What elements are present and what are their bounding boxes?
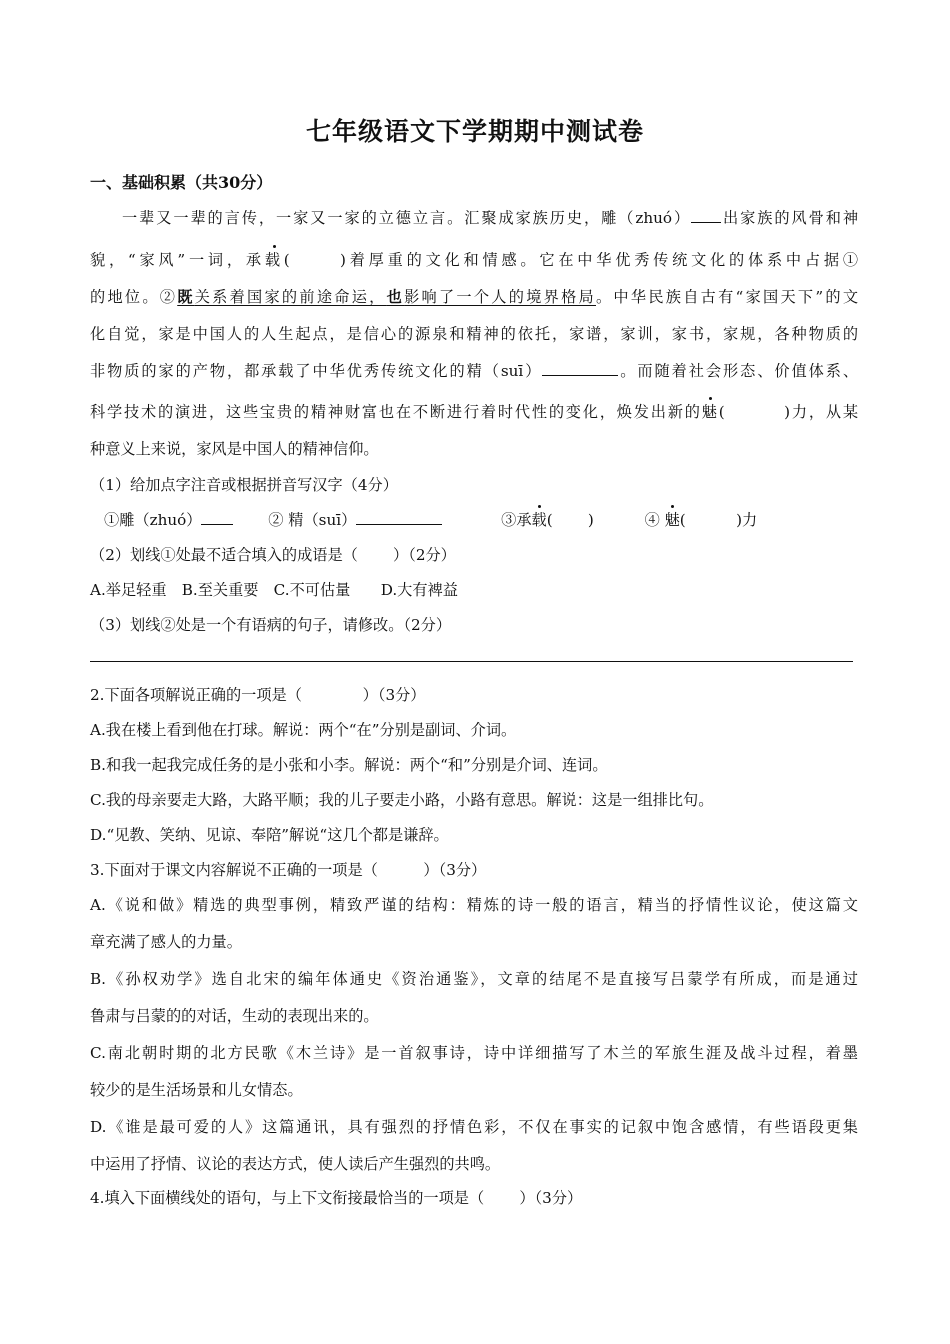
answer-line[interactable] xyxy=(90,661,853,662)
q1-options xyxy=(104,510,757,530)
q3-option-a-cont: 章充满了感人的力量。 xyxy=(90,933,242,951)
q2-stem: 2.下面各项解说正确的一项是（ ）（3分） xyxy=(90,686,426,704)
passage-text: 科学技术的演进，这些宝贵的精神财富也在不断进行着时代性的变化，焕发出新的 xyxy=(90,403,702,421)
passage-text: 非物质的家的产物，都承载了中华优秀传统文化的精（suī） xyxy=(90,362,543,380)
passage-text: 一辈又一辈的言传，一家又一家的立德立言。汇聚成家族历史，雕（zhuó） xyxy=(122,209,692,227)
q3-option-c-cont: 较少的是生活场景和儿女情态。 xyxy=(90,1081,303,1099)
q4-stem: 4.填入下面横线处的语句，与上下文衔接最恰当的一项是（ ）（3分） xyxy=(90,1189,583,1207)
q3-stem: 3.下面对于课文内容解说不正确的一项是（ ）（3分） xyxy=(90,861,487,879)
passage-line-6 xyxy=(90,402,858,422)
passage-text: ( )力，从某 xyxy=(718,403,859,421)
passage-text: 貌，“家风”一词，承 xyxy=(90,251,265,269)
q3-option-b-cont: 鲁肃与吕蒙的的对话，生动的表现出来的。 xyxy=(90,1007,379,1025)
q1-sub2: （2）划线①处最不适合填入的成语是（ ）（2分） xyxy=(90,546,456,564)
blank-line xyxy=(542,361,618,376)
q1-sub2-options: A.举足轻重 B.至关重要 C.不可估量 D.大有裨益 xyxy=(90,581,458,599)
passage-text: ( )着厚重的文化和情感。它在中华优秀传统文化的体系中占据① xyxy=(283,251,859,269)
option-4: ④ 魅( )力 xyxy=(644,511,758,529)
q2-option-d: D.“见教、笑纳、见谅、奉陪”解说“这几个都是谦辞。 xyxy=(90,826,449,844)
passage-line-5 xyxy=(90,361,858,381)
option-3: ③承载( ) xyxy=(501,511,594,529)
passage-line-3 xyxy=(90,287,858,307)
passage-text: 的地位。② xyxy=(90,288,178,306)
underlined-sentence: 关系着国家的前途命运， xyxy=(194,288,387,306)
q3-option-b: B.《孙权劝学》选自北宋的编年体通史《资治通鉴》，文章的结尾不是直接写吕蒙学有所成，而是通过 xyxy=(90,970,858,988)
dotted-char: 载 xyxy=(531,511,547,529)
q1-sub1: （1）给加点字注音或根据拼音写汉字（4分） xyxy=(90,476,398,494)
passage-line-1 xyxy=(90,208,858,228)
q3-option-d-cont: 中运用了抒情、议论的表达方式，使人读后产生强烈的共鸣。 xyxy=(90,1155,501,1173)
option-2: ② 精（suī） xyxy=(268,510,442,530)
blank-line xyxy=(201,510,233,525)
dotted-char: 魅 xyxy=(701,403,719,421)
passage-text: 。中华民族自古有“家国天下”的文 xyxy=(595,288,859,306)
blank-line xyxy=(356,510,442,525)
underlined-sentence: 既 xyxy=(177,288,195,306)
q1-sub3: （3）划线②处是一个有语病的句子，请修改。（2分） xyxy=(90,616,452,634)
q3-option-d: D.《谁是最可爱的人》这篇通讯，具有强烈的抒情色彩，不仅在事实的记叙中饱含感情，有些语段更集 xyxy=(90,1118,858,1136)
dotted-char: 魅 xyxy=(664,511,680,529)
underlined-sentence: 也 xyxy=(386,288,405,306)
option-1: ①雕（zhuó） xyxy=(104,510,233,530)
q2-option-b: B.和我一起我完成任务的是小张和小李。解说：两个“和”分别是介词、连词。 xyxy=(90,756,608,774)
passage-line-4: 化自觉，家是中国人的人生起点，是信心的源泉和精神的依托，家谱，家训，家书，家规，各种物质的 xyxy=(90,325,858,343)
section-heading: 一、基础积累（共30分） xyxy=(90,173,273,192)
passage-text: 。而随着社会形态、价值体系、 xyxy=(618,362,859,380)
q3-option-c: C.南北朝时期的北方民歌《木兰诗》是一首叙事诗，诗中详细描写了木兰的军旅生涯及战斗过程，着墨 xyxy=(90,1044,858,1062)
passage-text: 出家族的风骨和神 xyxy=(721,209,859,227)
passage-line-7: 种意义上来说，家风是中国人的精神信仰。 xyxy=(90,440,379,458)
page-title: 七年级语文下学期期中测试卷 xyxy=(305,117,644,146)
q3-option-a: A.《说和做》精选的典型事例，精致严谨的结构：精炼的诗一般的语言，精当的抒情性议论，使这篇文 xyxy=(90,896,858,914)
dotted-char: 载 xyxy=(264,251,284,269)
q2-option-c: C.我的母亲要走大路，大路平顺；我的儿子要走小路，小路有意思。解说：这是一组排比句。 xyxy=(90,791,714,809)
underlined-sentence: 影响了一个人的境界格局 xyxy=(404,288,596,306)
blank-line xyxy=(691,208,721,223)
passage-line-2 xyxy=(90,250,858,270)
q2-option-a: A.我在楼上看到他在打球。解说：两个“在”分别是副词、介词。 xyxy=(90,721,517,739)
